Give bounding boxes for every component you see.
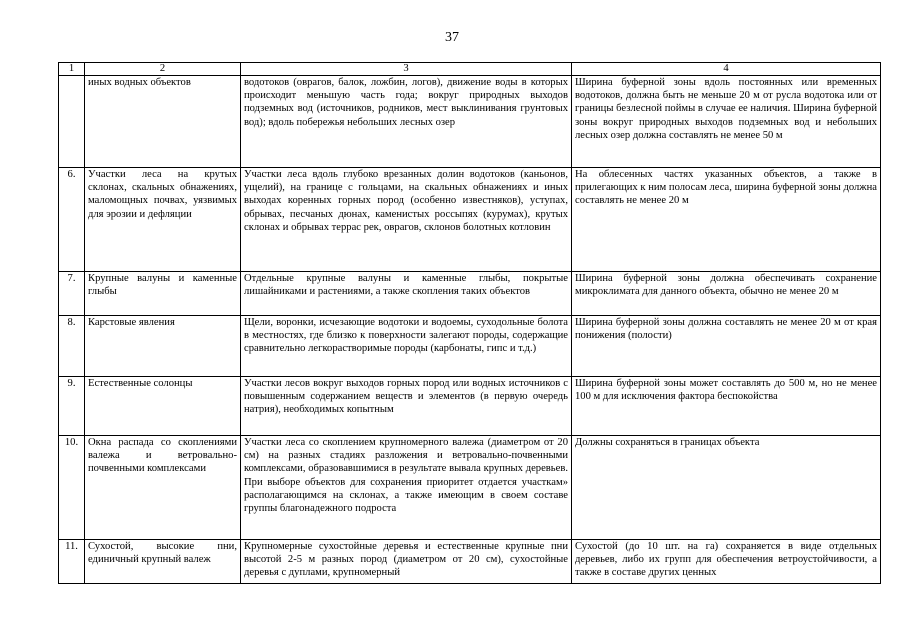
description-cell: водотоков (оврагов, балок, ложбин, логов), движение воды в которых происходит меньшую часть года; вокруг природных выходов подземных вод (источников, родников, мест выклинивания грунтовых вод); вдоль побережья небольших лесных озер [241, 76, 572, 168]
buffer-cell: Ширина буферной зоны должна составлять не менее 20 м от края понижения (полости) [572, 316, 881, 377]
buffer-cell: Должны сохраняться в границах объекта [572, 436, 881, 540]
object-cell: Участки леса на крутых склонах, скальных обнажениях, маломощных почвах, уязвимых для эрозии и дефляции [85, 168, 241, 272]
header-col-2: 2 [85, 63, 241, 76]
row-number [59, 76, 85, 168]
row-number: 9. [59, 377, 85, 436]
table-row [59, 540, 881, 584]
description-cell: Щели, воронки, исчезающие водотоки и водоемы, суходольные болота в местностях, где близко к поверхности залегают породы, содержащие сравнительно легкорастворимые породы (карбонаты, гипс и т.д.) [241, 316, 572, 377]
object-cell: Окна распада со скоплениями валежа и ветровально- почвенными комплексами [85, 436, 241, 540]
table-header-row [59, 63, 881, 76]
header-col-1: 1 [59, 63, 85, 76]
row-number: 10. [59, 436, 85, 540]
buffer-cell: Ширина буферной зоны вдоль постоянных или временных водотоков, должна быть не меньше 20 м от русла водотока или от границы безлесной поймы в случае ее наличия. Ширина буферной зоны вокруг природных выходов подземных вод и небольших лесных озер должна составлять не менее 50 м [572, 76, 881, 168]
buffer-cell: Ширина буферной зоны должна обеспечивать сохранение микроклимата для данного объекта, обычно не менее 20 м [572, 272, 881, 316]
table-row [59, 377, 881, 436]
description-cell: Отдельные крупные валуны и каменные глыбы, покрытые лишайниками и растениями, а также скопления таких объектов [241, 272, 572, 316]
header-col-4: 4 [572, 63, 881, 76]
object-cell: иных водных объектов [85, 76, 241, 168]
buffer-cell: Сухостой (до 10 шт. на га) сохраняется в виде отдельных деревьев, либо их групп для обеспечения ветроустойчивости, а также в составе других ценных [572, 540, 881, 584]
row-number: 6. [59, 168, 85, 272]
table-row [59, 272, 881, 316]
object-cell: Карстовые явления [85, 316, 241, 377]
buffer-zone-table [58, 62, 881, 584]
description-cell: Участки леса вдоль глубоко врезанных долин водотоков (каньонов, ущелий), на границе с гольцами, на скальных обнажениях и иных выходах коренных горных пород (особенно известняков), уступах, обрывах, песчаных дюнах, каменистых россыпях (курумах), крутых склонах и обрывах террас рек, оврагов, склонов болотных котловин [241, 168, 572, 272]
object-cell: Естественные солонцы [85, 377, 241, 436]
buffer-cell: На облесенных частях указанных объектов, а также в прилегающих к ним полосам леса, ширина буферной зоны должна составлять не менее 20 м [572, 168, 881, 272]
row-number: 8. [59, 316, 85, 377]
description-cell: Участки леса со скоплением крупномерного валежа (диаметром от 20 см) на разных стадиях разложения и ветровально-почвенными комплексами, образовавшимися в результате вывала крупных деревьев. При выборе объектов для сохранения приоритет отдается участкам» располагающимся на склонах, а также имеющим в своем составе группы благонадежного подроста [241, 436, 572, 540]
table-row [59, 316, 881, 377]
row-number: 7. [59, 272, 85, 316]
description-cell: Крупномерные сухостойные деревья и естественные крупные пни высотой 2-5 м разных пород (диаметром от 20 см), сухостойные деревья с дуплами, крупномерный [241, 540, 572, 584]
table-row [59, 168, 881, 272]
description-cell: Участки лесов вокруг выходов горных пород или водных источников с повышенным содержанием веществ и элементов (в первую очередь натрия), необходимых копытным [241, 377, 572, 436]
row-number: 11. [59, 540, 85, 584]
page-number: 37 [445, 30, 459, 45]
table-row [59, 436, 881, 540]
table-row [59, 76, 881, 168]
object-cell: Крупные валуны и каменные глыбы [85, 272, 241, 316]
buffer-cell: Ширина буферной зоны может составлять до 500 м, но не менее 100 м для исключения фактора беспокойства [572, 377, 881, 436]
object-cell: Сухостой, высокие пни, единичный крупный валеж [85, 540, 241, 584]
header-col-3: 3 [241, 63, 572, 76]
